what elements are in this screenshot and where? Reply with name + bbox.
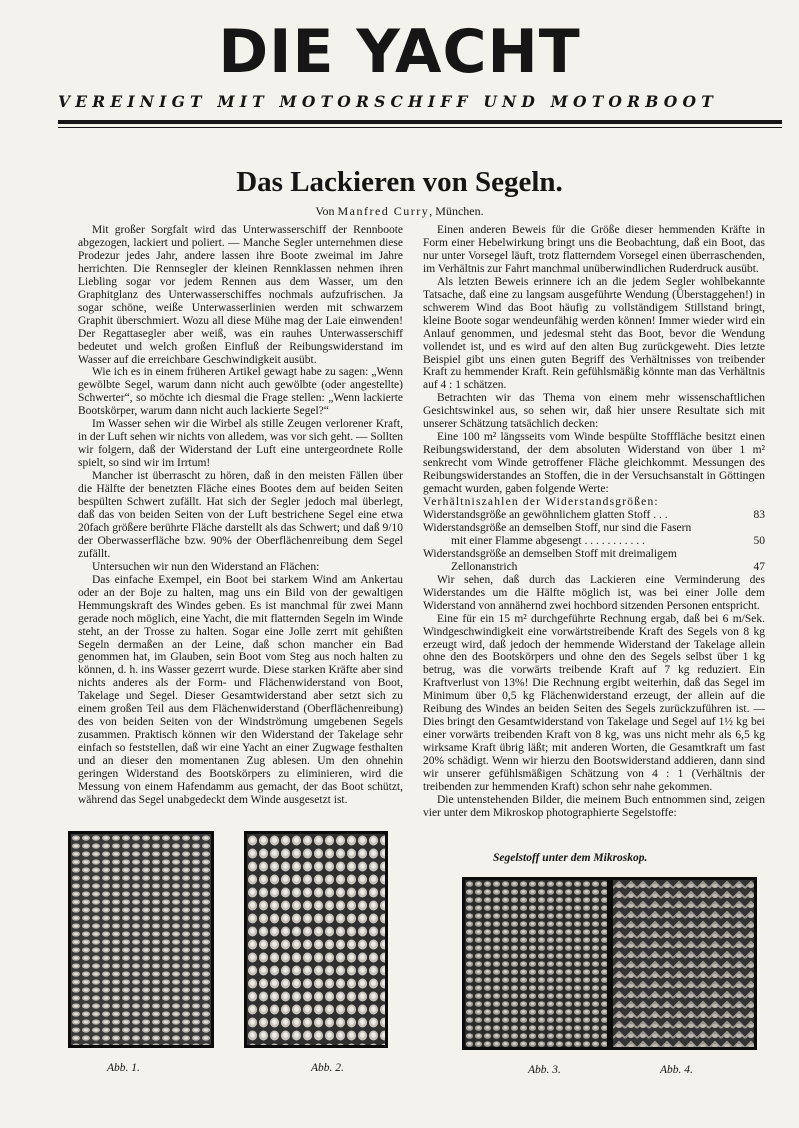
figure-caption: Abb. 4. (660, 1064, 693, 1076)
paragraph: Eine für ein 15 m² durchgeführte Rechnung ergab, daß bei 6 m/Sek. Windgeschwindigkeit eine vorwärtstreibende Kraft des Segels von 8 kg erzeugt wird, daß jedoch der hemmende Widerstand der Takelage allein ohne den des Bootskörpers und ohne den des Segels selbst über 1 kg betrug, was die vorwärts treibende Kraft auf 7 kg reduziert. Ein Kraftverlust von 13%! Die Rechnung ergibt weiterhin, daß das Segel im Minimum über 0,5 kg Flächenwiderstand erzeugt, der allein auf die Reibung des Windes an beiden Seiten des Segels zurückzuführen ist. — Dies bringt den Gesamtwiderstand von Takelage und Segel auf 1½ kg bei einer vorwärts treibenden Kraft von 8 kg, was uns nicht mehr als 6,5 kg wirksame Kraft übrig läßt; mit anderen Worten, die Gesamtkraft um fast 20% schädigt. Wenn wir hierzu den Bootswiderstand addieren, dann sind wir unserer gefühlsmäßigen Schätzung von 4 : 1 (Verhältnis der treibenden zur hemmenden Kraft) schon sehr nahe gekommen. (423, 612, 765, 793)
table-row (423, 522, 765, 535)
masthead-title: DIE YACHT (218, 17, 581, 87)
article-title: Das Lackieren von Segeln. (236, 166, 563, 198)
paragraph: Wie ich es in einem früheren Artikel gewagt habe zu sagen: „Wenn gewölbte Segel, warum dann nicht auch gewölbte (oder angestellte) Schwerter“, so möchte ich diesmal die Frage stellen: „Wenn lackierte Bootskörper, warum dann nicht auch lackierte Segel?“ (78, 366, 403, 418)
table-row-value: 47 (753, 560, 765, 573)
byline-prefix: Von (315, 204, 335, 218)
paragraph: Wir sehen, daß durch das Lackieren eine Verminderung des Widerstandes um die Hälfte möglich ist, was bei einer Jolle dem Widerstand von annähernd zwei hochbord sitzenden Personen entspricht. (423, 573, 765, 612)
table-row (423, 509, 765, 522)
paragraph: Mancher ist überrascht zu hören, daß in den meisten Fällen über die Hälfte der benetzten Fläche eines Bootes dem auf beiden Seiten bespülten Schwert zufällt. Hat sich der Segler jedoch mal überlegt, daß das von beiden Seiten von der Luft bestrichene Segel eine etwa 20fach größere berührte Fläche darstellt als das Schwert; und daß 9/10 der Oberwasserfläche bzw. 90% der Oberflächenreibung dem Segel zufällt. (78, 470, 403, 560)
figure-caption: Abb. 1. (107, 1062, 140, 1074)
table-row-label: Widerstandsgröße an demselben Stoff, nur sind die Fasern (423, 521, 692, 534)
paragraph: Einen anderen Beweis für die Größe dieser hemmenden Kräfte in Form einer Hebelwirkung bringt uns die Beobachtung, daß ein Boot, das nur unter Vorsegel läuft, trotz flatterndem Vorsegel einen überraschenden, im Verhältnis zur Fahrt manchmal unüberwindlichen Ruderdruck ausübt. (423, 224, 765, 275)
byline-location: , München. (429, 204, 484, 218)
fabric-texture-image (465, 880, 607, 1047)
table-row (423, 561, 765, 574)
figure-group-caption: Segelstoff unter dem Mikroskop. (493, 852, 648, 864)
left-column (78, 224, 403, 807)
figure-abb3-image (462, 877, 610, 1050)
table-row-label: Widerstandsgröße an gewöhnlichem glatten Stoff . . . (423, 508, 668, 521)
table-row-value: 83 (753, 508, 765, 521)
table-row (423, 548, 765, 561)
paragraph: Die untenstehenden Bilder, die meinem Buch entnommen sind, zeigen vier unter dem Mikroskop photographierte Segelstoffe: (423, 793, 765, 819)
table-heading: Verhältniszahlen der Widerstandsgrößen: (423, 496, 659, 509)
table-row-label: Zellonanstrich (451, 560, 518, 573)
table-row-label: mit einer Flamme abgesengt . . . . . . . . . . . (451, 534, 645, 547)
paragraph: Eine 100 m² längsseits vom Winde bespülte Stofffläche besitzt einen Reibungswiderstand, der dem absoluten Widerstand von über 1 m² senkrecht vom Winde getroffener Fläche gleichkommt. Messungen des Reibungswiderstandes an Stoffen, die in der Versuchsanstalt in Göttingen gemacht wurden, gaben folgende Werte: (423, 431, 765, 496)
table-row-value: 50 (753, 534, 765, 547)
paragraph: Mit großer Sorgfalt wird das Unterwasserschiff der Rennboote abgezogen, lackiert und poliert. — Manche Segler unternehmen diese Prodezur jedes Jahr, andere lassen ihre Boote zweimal im Jahre herrichten. Die Rennsegler der kleinen Rennklassen nehmen ihren Liebling sogar vor jedem Rennen aus dem Wasser, um den Graphitglanz des Unterwasserschiffes nochmals aufzufrischen. Ja sogar schöne, weiße Unterwasserlinien werden mit schwarzem Graphit überschmiert. Wozu all diese Mühe mag der Laie einwenden! Der Regattasegler aber weiß, was ein rauhes Unterwasserschiff bedeutet und welch großen Einfluß der Reibungswiderstand im Wasser auf die erreichbare Geschwindigkeit ausübt. (78, 224, 403, 366)
figure-caption: Abb. 2. (311, 1062, 344, 1074)
figure-abb4-image (610, 877, 757, 1050)
right-column (423, 224, 765, 820)
paragraph: Betrachten wir das Thema von einem mehr wissenschaftlichen Gesichtswinkel aus, so sehen wir, daß hier unsere Resultate sich mit unserer Schätzung tatsächlich decken: (423, 392, 765, 431)
fabric-texture-image (613, 880, 754, 1047)
figure-abb2-image (244, 831, 388, 1048)
fabric-texture-image (71, 834, 211, 1045)
figure-caption: Abb. 3. (528, 1064, 561, 1076)
masthead-subtitle: VEREINIGT MIT MOTORSCHIFF UND MOTORBOOT (58, 92, 718, 111)
paragraph: Untersuchen wir nun den Widerstand an Flächen: (92, 560, 320, 573)
table-row-label: Widerstandsgröße an demselben Stoff mit dreimaligem (423, 547, 677, 560)
masthead-rule-thick (58, 120, 782, 124)
figure-abb1-image (68, 831, 214, 1048)
byline (0, 204, 799, 219)
fabric-texture-image (247, 834, 385, 1045)
byline-author: Manfred Curry (337, 204, 430, 218)
paragraph: Das einfache Exempel, ein Boot bei starkem Wind am Ankertau oder an der Boje zu halten, mag uns ein Bild von der gewaltigen Hemmungskraft des Windes geben. Es ist manchmal für zwei Mann gerade noch möglich, eine Yacht, die mit flatternden Segeln im Winde steht, an der Trosse zu halten. Sogar eine Jolle zerrt mit gehißten Segeln dermaßen an der Leine, daß schon mancher ein Bad genommen hat, im Glauben, sein Boot vom Steg aus noch halten zu können, d. h. ins Wasser gezerrt wurde. Diese starken Kräfte aber sind nichts anderes als der Form- und Flächenwiderstand von Boot, Takelage und Segel. Dieser Gesamtwiderstand aber setzt sich zu einem großen Teil aus dem Flächenwiderstand (Oberflächenreibung) des von beiden Seiten von der Windströmung umgebenen Segels zusammen. Praktisch können wir den Widerstand der Takelage sehr einfach so feststellen, daß wir eine Yacht an einer Zugwage festhalten und an dieser den momentanen Zug ablesen. Um den ohnehin geringen Widerstand des Bootskörpers zu eliminieren, wird die Messung von einem Hafendamm aus gemacht, der das Boot schützt, während das Segel unabgedeckt dem Winde ausgesetzt ist. (78, 573, 403, 806)
masthead-rule-thin (58, 127, 782, 128)
paragraph: Im Wasser sehen wir die Wirbel als stille Zeugen verlorener Kraft, in der Luft sehen wir nichts von alledem, was vor sich geht. — Sollten wir folgern, daß der Widerstand der Luft eine untergeordnete Rolle spielt, so sind wir im Irrtum! (78, 418, 403, 470)
paragraph: Als letzten Beweis erinnere ich an die jedem Segler wohlbekannte Tatsache, daß eine zu langsam ausgeführte Wendung (Überstaggehen!) in schwerem Wind das Boot häufig zu vollständigem Stillstand bringt, kleine Boote sogar wendeunfähig werden können! Immer wieder wird ein Anlauf genommen, und jedesmal steht das Boot, bevor die Wendung vollendet ist, und es wird auf den alten Bug zurückgeweht. Dies letzte Beispiel gibt uns einen guten Begriff des Verhältnisses von treibender Kraft zu hemmender Kraft. Rein gefühlsmäßig könnte man das Verhältnis auf 4 : 1 schätzen. (423, 275, 765, 392)
table-row (423, 535, 765, 548)
